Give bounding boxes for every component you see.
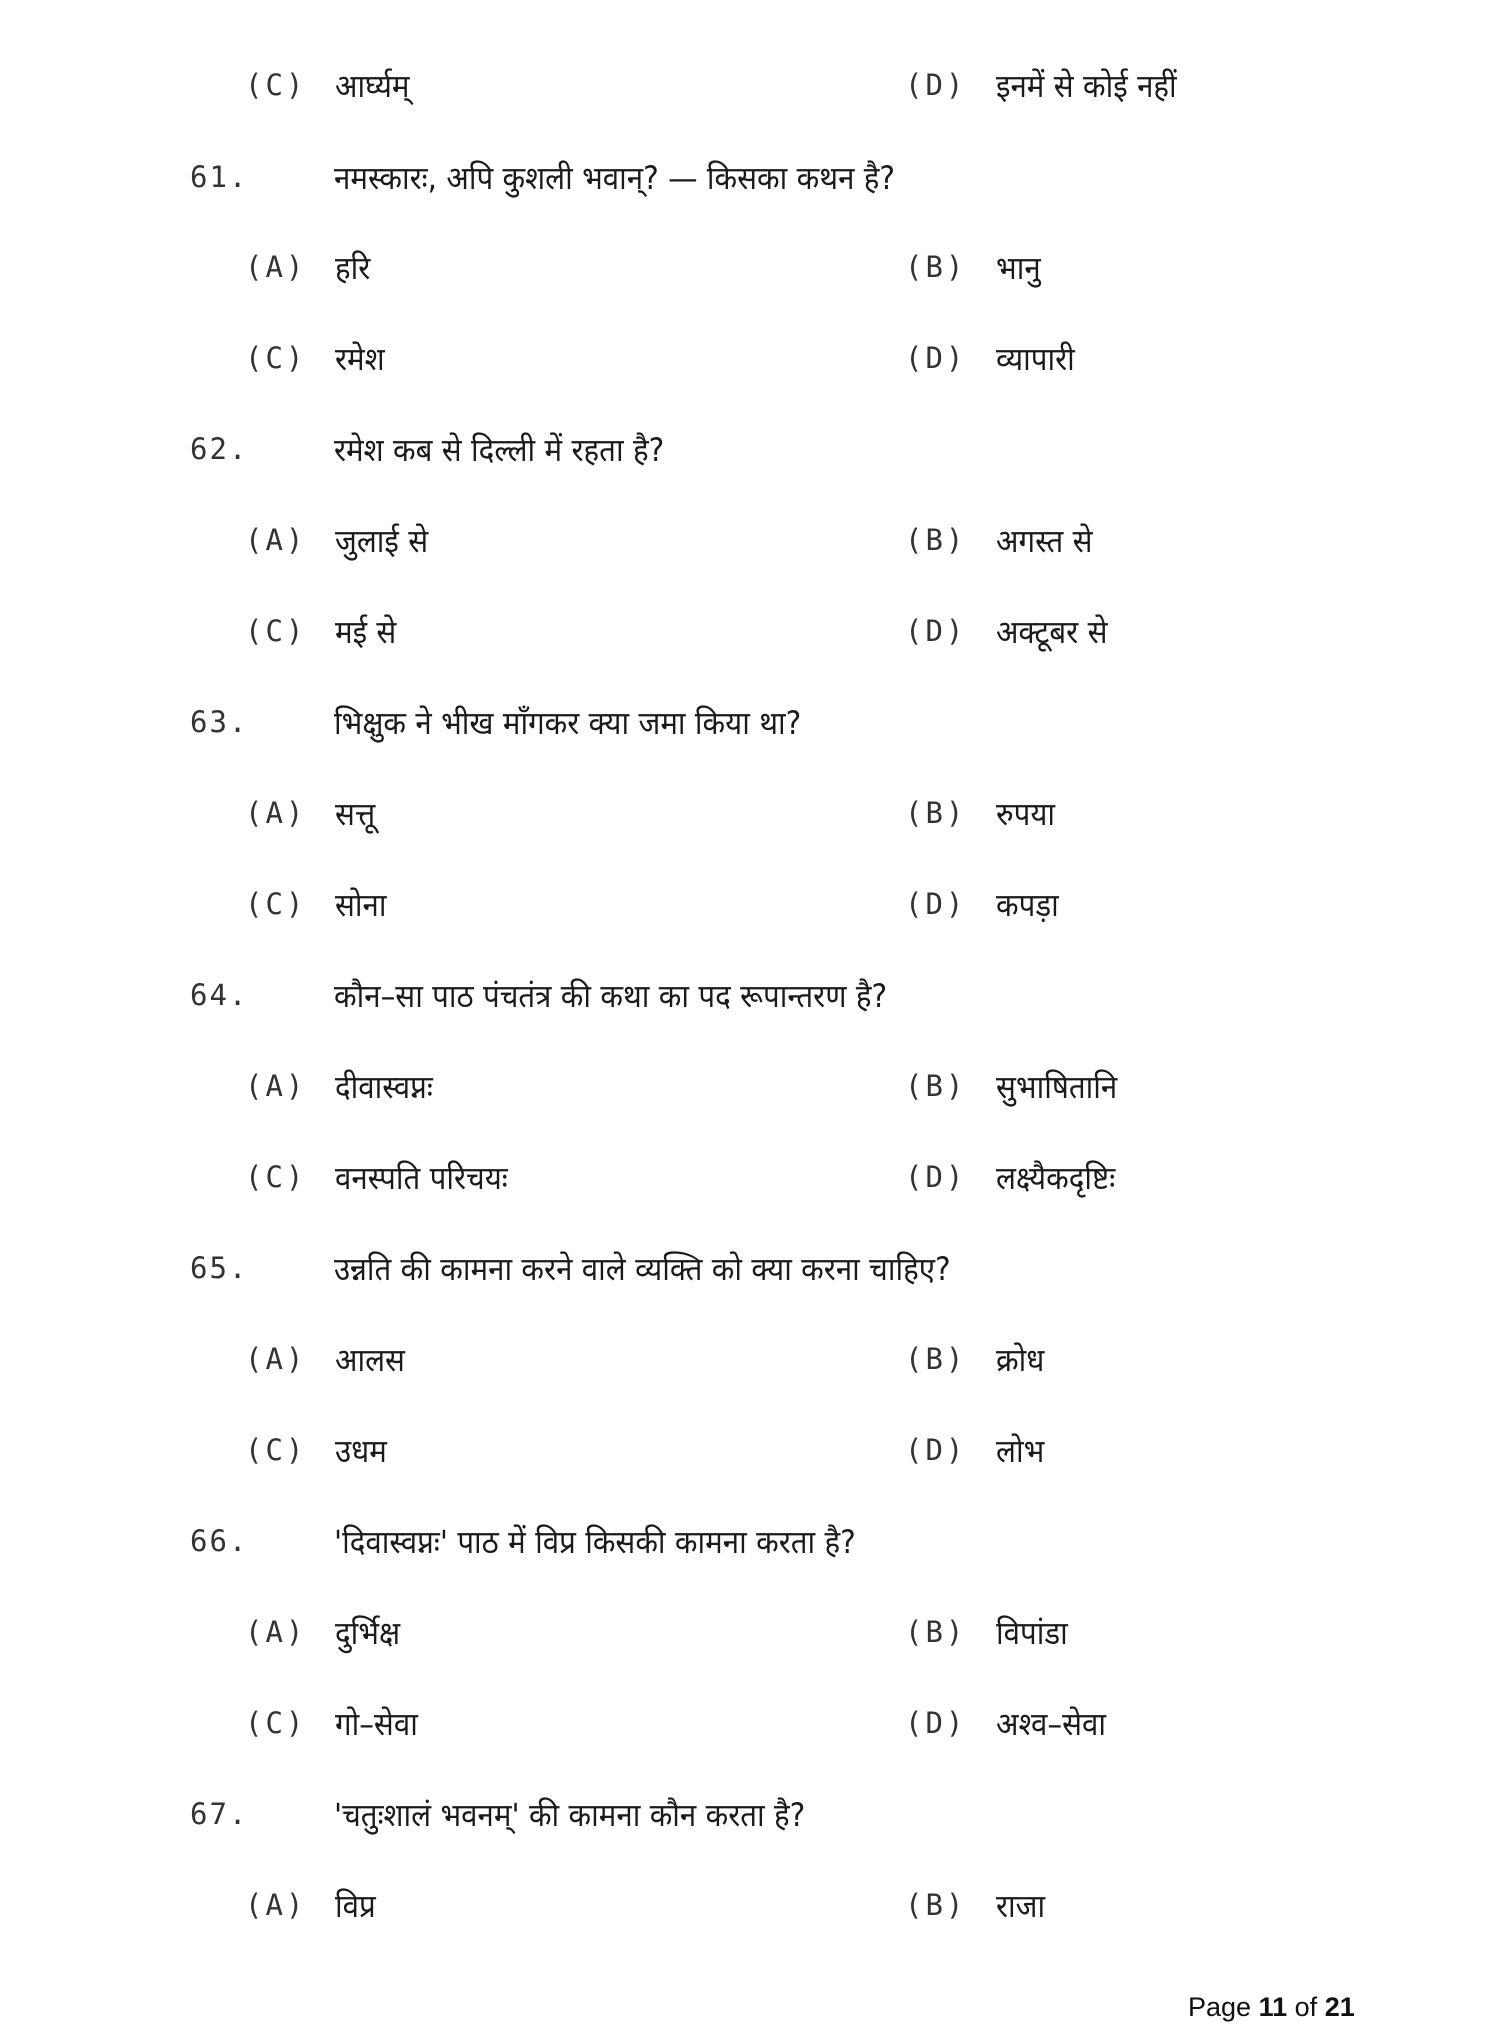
question-63 [0,705,1505,765]
current-page: 11 [1258,1992,1288,2022]
option-label: (B) [905,1888,967,1922]
total-pages: 21 [1324,1992,1355,2022]
option-row [0,1433,1505,1493]
option-text: सुभाषितानि [996,1068,1118,1106]
option-row [0,68,1505,128]
question-number: 66. [190,1524,249,1558]
question-64 [0,978,1505,1038]
question-62 [0,432,1505,492]
option-text: विपांडा [996,1614,1068,1652]
option-label: (D) [905,887,967,921]
option-text: सोना [335,886,387,924]
option-text: गो–सेवा [335,1705,418,1743]
option-row [0,887,1505,947]
question-number: 61. [190,160,249,194]
option-label: (B) [905,1615,967,1649]
option-label: (C) [245,614,307,648]
option-text: मई से [335,613,397,651]
question-number: 65. [190,1251,249,1285]
option-label: (B) [905,523,967,557]
question-number: 63. [190,705,249,739]
option-label: (D) [905,614,967,648]
option-row [0,1706,1505,1766]
option-label: (C) [245,1433,307,1467]
option-text: हरि [335,249,371,287]
option-label: (A) [245,1342,307,1376]
of-word: of [1294,1992,1318,2022]
question-text: रमेश कब से दिल्ली में रहता है? [334,431,665,469]
option-label: (A) [245,250,307,284]
question-number: 64. [190,978,249,1012]
question-65 [0,1251,1505,1311]
option-label: (C) [245,1160,307,1194]
option-text: आलस [335,1341,405,1379]
option-label: (A) [245,1888,307,1922]
option-text: दीवास्वप्नः [335,1068,433,1106]
option-label: (C) [245,68,307,102]
option-label: (D) [905,1160,967,1194]
option-label: (D) [905,1433,967,1467]
question-text: भिक्षुक ने भीख माँगकर क्या जमा किया था? [334,704,802,742]
option-row [0,523,1505,583]
option-label: (C) [245,887,307,921]
option-text: उधम [335,1432,387,1470]
question-67 [0,1797,1505,1857]
page-number-footer [1188,1992,1355,2023]
question-text: नमस्कारः, अपि कुशली भवान्? — किसका कथन है? [334,159,896,197]
option-row [0,341,1505,401]
option-label: (B) [905,1069,967,1103]
option-text: विप्र [335,1887,376,1925]
option-text: सत्तू [335,795,376,833]
option-text: अगस्त से [996,522,1093,560]
option-text: राजा [996,1887,1046,1925]
question-61 [0,160,1505,220]
option-label: (A) [245,523,307,557]
option-row [0,250,1505,310]
question-text: कौन–सा पाठ पंचतंत्र की कथा का पद रूपान्तरण है? [334,977,888,1015]
option-text: रुपया [996,795,1056,833]
question-text: 'दिवास्वप्नः' पाठ में विप्र किसकी कामना करता है? [334,1523,856,1561]
option-label: (A) [245,1615,307,1649]
option-label: (A) [245,796,307,830]
option-row [0,614,1505,674]
option-text: अक्टूबर से [996,613,1108,651]
option-text: अश्व–सेवा [996,1705,1106,1743]
option-label: (D) [905,68,967,102]
option-text: भानु [996,249,1041,287]
option-label: (D) [905,1706,967,1740]
option-text: आर्घ्यम् [335,67,410,105]
option-text: रमेश [335,340,385,378]
option-text: इनमें से कोई नहीं [996,67,1177,105]
question-number: 62. [190,432,249,466]
option-text: क्रोध [996,1341,1045,1379]
option-text: वनस्पति परिचयः [335,1159,508,1197]
option-row [0,1069,1505,1129]
option-row [0,1888,1505,1948]
option-label: (C) [245,341,307,375]
option-label: (B) [905,250,967,284]
option-row [0,796,1505,856]
option-row [0,1160,1505,1220]
option-label: (B) [905,796,967,830]
page-word: Page [1188,1992,1252,2022]
option-label: (D) [905,341,967,375]
option-text: दुर्भिक्ष [335,1614,401,1652]
option-text: लक्ष्यैकदृष्टिः [996,1159,1116,1197]
question-text: 'चतुःशालं भवनम्' की कामना कौन करता है? [334,1796,806,1834]
question-number: 67. [190,1797,249,1831]
option-row [0,1342,1505,1402]
option-text: लोभ [996,1432,1045,1470]
option-text: व्यापारी [996,340,1075,378]
option-text: जुलाई से [335,522,429,560]
option-label: (B) [905,1342,967,1376]
option-text: कपड़ा [996,886,1059,924]
option-row [0,1615,1505,1675]
option-label: (C) [245,1706,307,1740]
question-66 [0,1524,1505,1584]
option-label: (A) [245,1069,307,1103]
question-text: उन्नति की कामना करने वाले व्यक्ति को क्या करना चाहिए? [334,1250,951,1288]
